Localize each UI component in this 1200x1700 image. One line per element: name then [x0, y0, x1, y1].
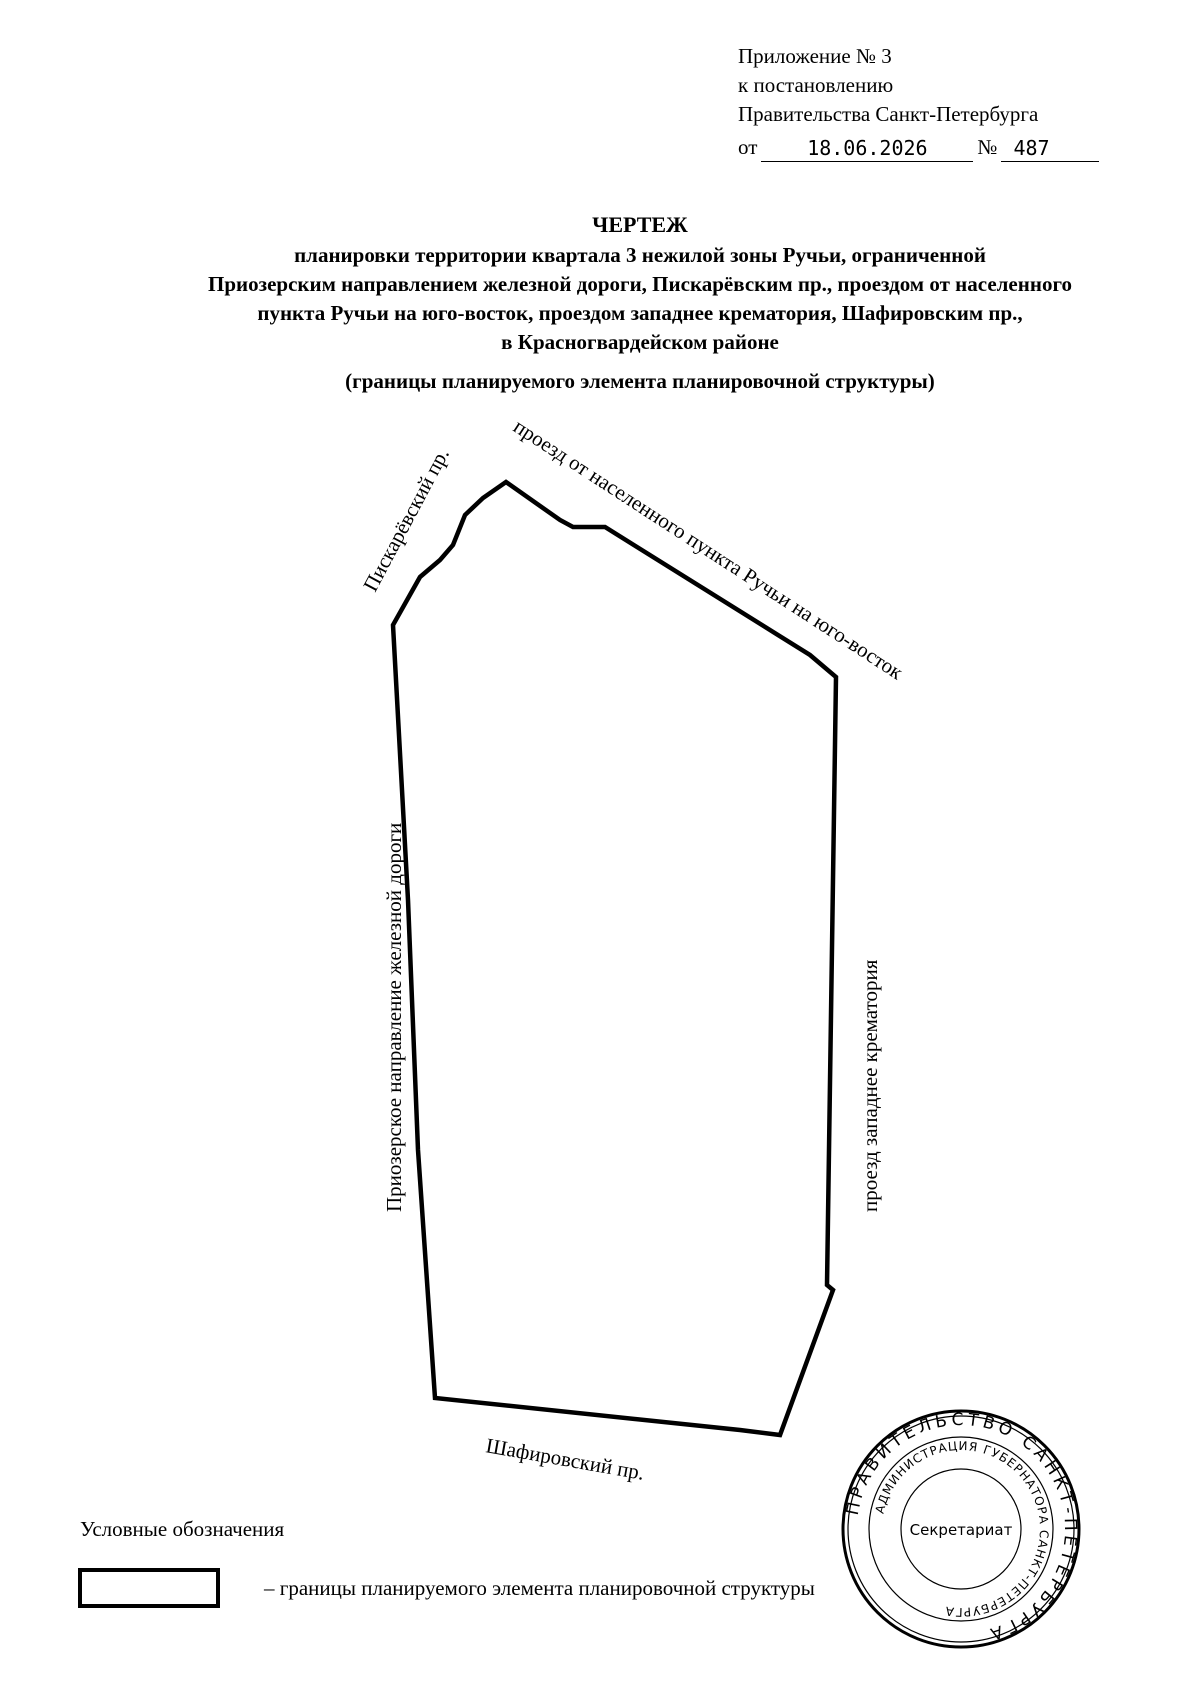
legend-item	[78, 1568, 815, 1608]
title-subtitle: (границы планируемого элемента планировочной структуры)	[345, 369, 935, 393]
seal-center-text: Секретариат	[909, 1521, 1013, 1539]
title-line-2: Приозерским направлением железной дороги, Пискарёвским пр., проездом от населенного	[208, 272, 1072, 296]
document-title: ЧЕРТЕЖ	[592, 212, 688, 237]
seal-inner-text: АДМИНИСТРАЦИЯ ГУБЕРНАТОРА САНКТ-ПЕТЕРБУРГА	[872, 1438, 1052, 1620]
decree-number-field: 487	[1001, 135, 1099, 162]
label-shafirovsky: Шафировский пр.	[484, 1433, 647, 1485]
legend-title: Условные обозначения	[80, 1517, 285, 1541]
appendix-line-2: к постановлению	[738, 73, 894, 97]
label-proezd-crematorium: проезд западнее крематория	[858, 959, 882, 1212]
svg-text:АДМИНИСТРАЦИЯ ГУБЕРНАТОРА САНК	[873, 1439, 1052, 1619]
title-line-1: планировки территории квартала 3 нежилой зоны Ручьи, ограниченной	[294, 243, 986, 267]
document-title-block	[100, 210, 1180, 396]
appendix-line-3: Правительства Санкт-Петербурга	[738, 102, 1039, 126]
appendix-date-row	[738, 133, 1138, 162]
title-line-4: в Красногвардейском районе	[501, 330, 779, 354]
label-piskarevsky: Пискарёвский пр.	[358, 443, 454, 596]
label-proezd-ruchyi: проезд от населенного пункта Ручьи на юго-восток	[509, 414, 908, 685]
seal-outer-text: ПРАВИТЕЛЬСТВО САНКТ-ПЕТЕРБУРГА	[842, 1409, 1081, 1645]
legend-boundary-swatch	[78, 1568, 220, 1608]
official-seal	[843, 1410, 1080, 1647]
territory-boundary	[393, 482, 836, 1435]
label-railway: Приозерское направление железной дороги	[382, 822, 406, 1212]
decree-date-field: 18.06.2026	[761, 135, 973, 162]
title-line-3: пункта Ручьи на юго-восток, проездом западнее крематория, Шафировским пр.,	[257, 301, 1023, 325]
number-sign: №	[977, 135, 998, 159]
appendix-line-1: Приложение № 3	[738, 44, 892, 68]
legend-item-label: – границы планируемого элемента планировочной структуры	[264, 1576, 815, 1600]
svg-text:ПРАВИТЕЛЬСТВО САНКТ-ПЕТЕРБУРГА	[843, 1410, 1080, 1645]
appendix-block	[738, 42, 1138, 162]
date-prefix: от	[738, 135, 758, 159]
